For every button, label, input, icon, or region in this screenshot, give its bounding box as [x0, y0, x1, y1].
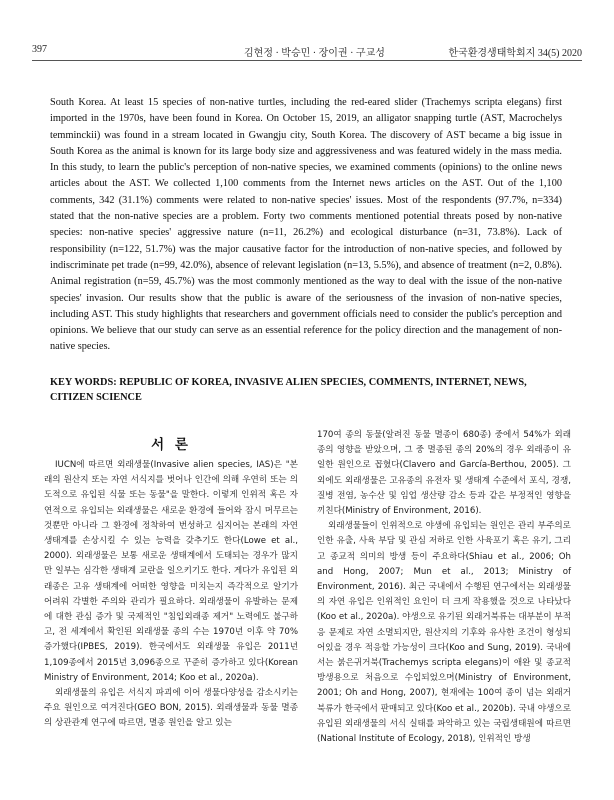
keywords-label: KEY WORDS:	[50, 377, 117, 388]
paragraph: IUCN에 따르면 외래생물(Invasive alien species, IAS)은 "본래의 원산지 또는 자연 서식지를 벗어나 인간에 의해 우연히 또는 의도적으로 유입된 식물 또는 동물"을 말한다. 이렇게 인위적 혹은 자연적으로 유입되는 외래생물은 새로운 환경에 들어와 잠시 머무르는 것뿐만 아니라 그 환경에 정착하여 번성하고 심지어는 본래의 자연 생태계를 손상시킬 수 있는 능력을 갖추기도 한다(Lowe et al., 2000). 외래생물은 보통 새로운 생태계에서 도태되는 경우가 많지만 일부는 심각한 생태계 교란을 일으키기도 한다. 게다가 유입된 외래종은 고유 생태계에 어떠한 영향을 미치는지 즉각적으로 알기가 어려워 각별한 주의와 관리가 필요하다. 외래생물이 유발하는 문제에 대한 관심 증가 및 국제적인 "침입외래종 제거" 노력에도 불구하고, 전 세계에서 확인된 외래생물 종의 수는 1970년 이후 약 70% 증가했다(IPBES, 2019). 한국에서도 외래생물 유입은 2011년 1,109종에서 2015년 3,096종으로 꾸준히 증가하고 있다(Korean Ministry of Environment, 2014; Koo et al., 2020a).	[44, 460, 298, 683]
keywords-terms: REPUBLIC OF KOREA, INVASIVE ALIEN SPECIES, COMMENTS, INTERNET, NEWS, CITIZEN SCIENCE	[50, 377, 527, 403]
paragraph: 외래생물들이 인위적으로 야생에 유입되는 원인은 관리 부주의로 인한 유출, 사육 부담 및 관심 저하로 인한 사육포기 혹은 유기, 그리고 종교적 의미의 방생 등이 주요하다(Shiau et al., 2006; Oh and Hong, 2007; Mun et al., 2013; Ministry of Environment, 2016). 최근 국내에서 수행된 연구에서는 외래생물의 자연 유입은 인위적인 요인이 더 크게 작용했을 것으로 나타났다(Koo et al., 2020a). 야생으로 유기된 외래거북류는 대부분이 부적응 문제로 자연 소멸되지만, 원산지의 기후와 유사한 조건이 형성되어있을 경우 적응할 가능성이 크다(Koo and Sung, 2019). 국내에서는 붉은귀거북(Trachemys scripta elegans)이 애완 및 종교적 방생용으로 처음으로 수입되었으며(Ministry of Environment, 2001; Oh and Hong, 2007), 현재에는 100여 종이 넘는 외래거북류가 한국에서 판매되고 있다(Koo et al., 2020b). 국내 야생으로 유입된 외래생물의 서식 실태를 파악하고 있는 국립생태원에 따르면(National Institute of Ecology, 2018), 인위적인 방생	[317, 521, 571, 745]
page-number: 397	[32, 44, 47, 55]
section-title: 서 론	[151, 437, 191, 453]
abstract: South Korea. At least 15 species of non-native turtles, including the red-eared slider (Trachemys scripta elegans) first imported in the 1970s, have been found in Korea. On October 15, 2019, an alligator snapping turtle (AST, Macrochelys temminckii) was found in a stream located in Gwangju city, South Korea. The discovery of AST became a big issue in South Korea as the animal is known for its large body size and aggressiveness and was featured widely in the mass media. In this study, to learn the public's perception of non-native species, we examined comments (opinions) to the online news articles about the AST. We collected 1,100 comments from the Internet news articles on the AST. Out of the 1,100 comments, 342 (31.1%) comments were related to non-native species' issues. Most of the respondents (97.7%, n=334) stated that the non-native species are a problem. Forty two comments mentioned potential threats posed by non-native species: non-native species' aggressive nature (n=11, 26.2%) and ecological disturbance (n=31, 73.8%). Lack of responsibility (n=122, 51.7%) was the major causative factor for the introduction of non-native species, and followed by indiscriminate pet trade (n=99, 42.0%), absence of relevant legislation (n=13, 5.5%), and absence of treatment (n=2, 0.8%). Animal registration (n=59, 45.7%) was the most commonly mentioned as the way to deal with the issue of the non-native species' invasion. Our results show that the public is aware of the seriousness of the invasion of non-native species, including AST. This study highlights that researchers and government officials need to consider the public's perception and opinions. We believe that our study can serve as an essential reference for the policy direction and the management of non-native species.	[50, 97, 562, 353]
keywords	[50, 375, 562, 405]
paragraph: 170여 종의 동물(알려진 동물 멸종이 680종) 중에서 54%가 외래종의 영향을 받았으며, 그 중 멸종된 종의 20%의 경우 외래종이 유일한 원인으로 꼽혔다(Clavero and García-Berthou, 2005). 그 외에도 외래생물은 고유종의 유전자 및 생태계 수준에서 포식, 경쟁, 질병 전염, 농수산 및 임업 생산량 감소 등과 같은 부정적인 영향을 끼친다(Ministry of Environment, 2016).	[317, 430, 571, 517]
header-rule	[32, 60, 582, 61]
paragraph: 외래생물의 유입은 서식지 파괴에 이어 생물다양성을 감소시키는 주요 원인으로 여겨진다(GEO BON, 2015). 외래생물과 동물 멸종의 상관관계 연구에 따르면, 멸종 원인을 알고 있는	[44, 688, 298, 729]
right-column	[317, 428, 571, 747]
left-column	[44, 436, 298, 732]
journal-info: 한국환경생태학회지 34(5) 2020	[448, 48, 582, 59]
running-authors: 김현정 · 박승민 · 장이권 · 구교성	[244, 48, 385, 59]
